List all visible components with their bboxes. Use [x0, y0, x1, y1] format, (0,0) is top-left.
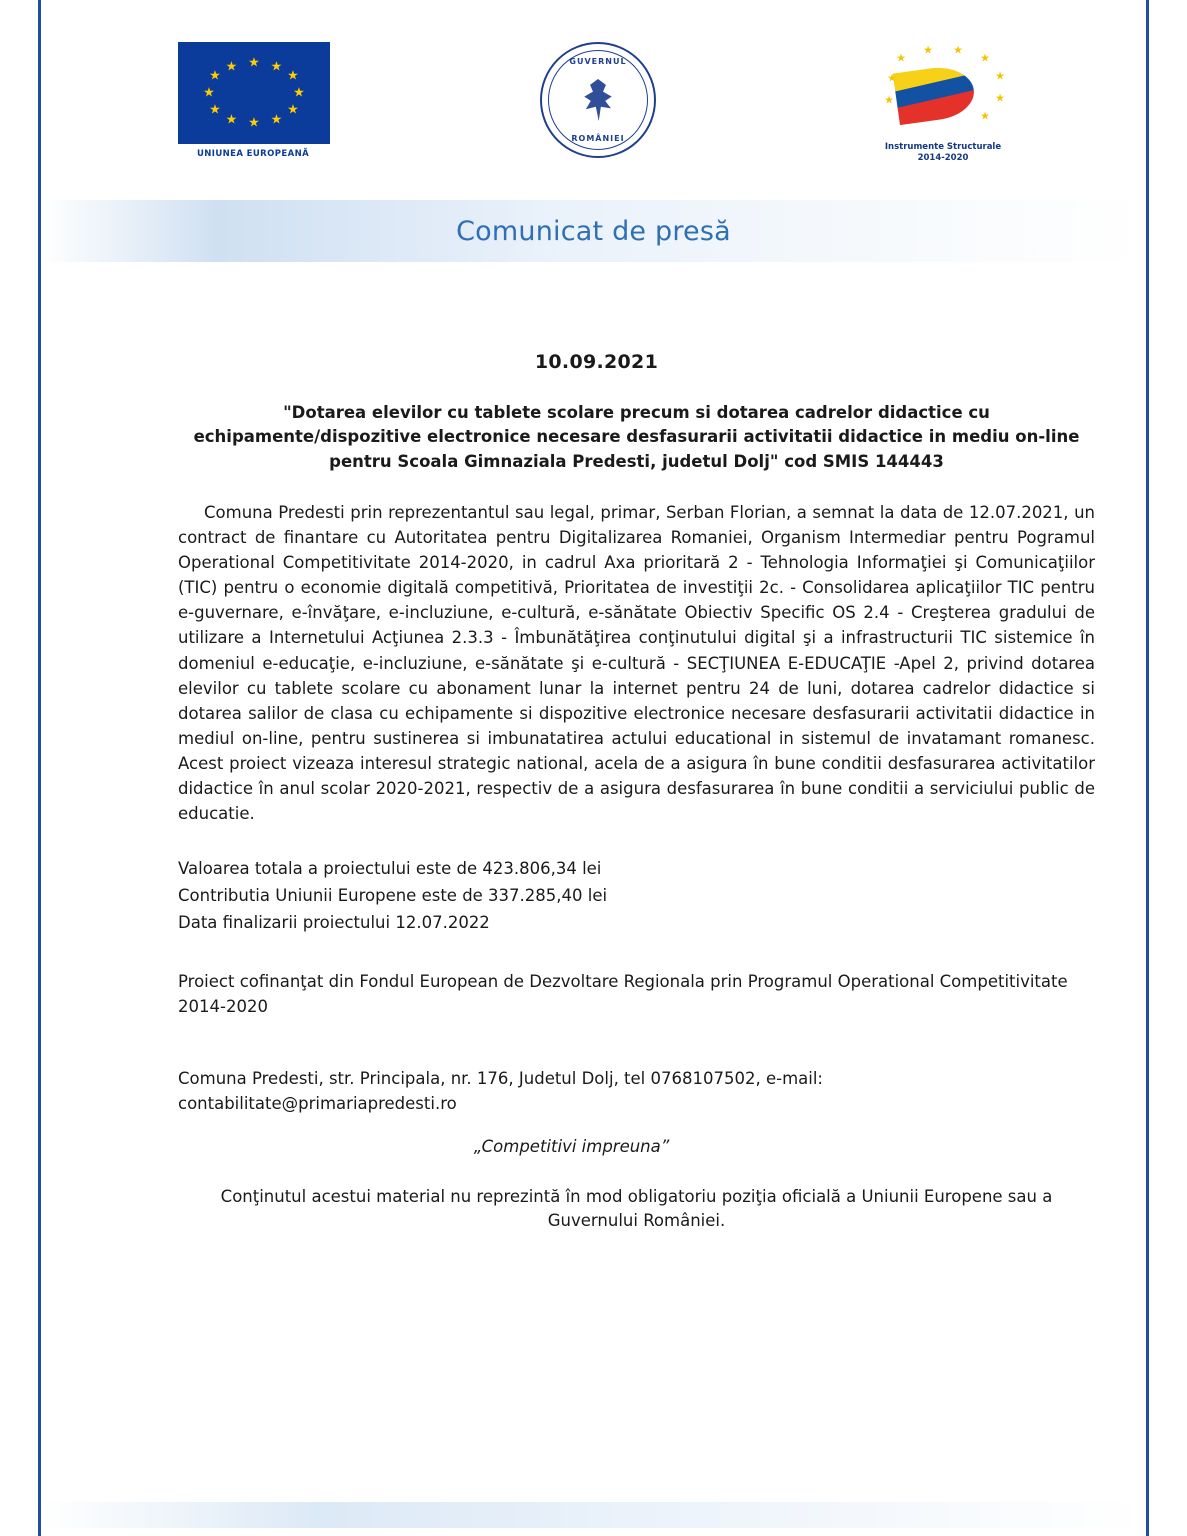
eu-logo: [178, 42, 328, 159]
cofinancing-note: Proiect cofinanţat din Fondul European de Dezvoltare Regionala prin Programul Operational Competitivitate 2014-2020: [178, 972, 1068, 1017]
eu-contribution: Contributia Uniunii Europene este de 337.285,40 lei: [178, 886, 608, 906]
government-logo: [518, 42, 678, 158]
banner-title: Comunicat de presă: [456, 215, 731, 247]
slogan: „Competitivi impreuna”: [473, 1136, 670, 1156]
disclaimer: Conţinutul acestui material nu reprezintă în mod obligatoriu poziţia oficială a Uniunii Europene sau a Guvernului României.: [220, 1186, 1053, 1231]
project-total-value: Valoarea totala a proiectului este de 423.806,34 lei: [178, 859, 602, 879]
document-body: [178, 300, 1095, 1234]
eagle-icon: [580, 79, 616, 121]
logo-row: [60, 42, 1127, 182]
structural-caption-line2: 2014-2020: [917, 152, 969, 163]
press-release-banner: [41, 200, 1146, 262]
seal-top-text: GUVERNUL: [569, 57, 627, 66]
structural-instruments-caption: [853, 142, 1033, 163]
project-figures: [178, 856, 1095, 935]
document-title: "Dotarea elevilor cu tablete scolare precum si dotarea cadrelor didactice cu echipamente/dispozitive electronice necesare desfasurarii activitatii didactice in mediu on-line pentru Scoala Gimnaziala Predesti, judetul Dolj" cod SMIS 144443: [193, 402, 1080, 471]
main-paragraph: Comuna Predesti prin reprezentantul sau legal, primar, Serban Florian, a semnat la data de 12.07.2021, un contract de finantare cu Autoritatea pentru Digitalizarea Romaniei, Organism Intermediar pentru Pogramul Operational Competitivitate 2014-2020, in cadrul Axa prioritară 2 - Tehnologia Informaţiei şi Comunicaţiilor (TIC) pentru o economie digitală competitivă, Prioritatea de investiţii 2c. - Consolidarea aplicaţiilor TIC pentru e-guvernare, e-învăţare, e-incluziune, e-cultură, e-sănătate Obiectiv Specific OS 2.4 - Creşterea gradului de utilizare a Internetului Acţiunea 2.3.3 - Îmbunătăţirea conţinutului digital şi a infrastructurii TIC sistemice în domeniul e-educaţie, e-incluziune, e-sănătate şi e-cultură - SECŢIUNEA E-EDUCAŢIE -Apel 2, privind dotarea elevilor cu tablete scolare cu abonament lunar la internet pentru 24 de luni, dotarea cadrelor didactice si dotarea salilor de clasa cu echipamente si dispozitive electronice necesare desfasurarii activitatii didactice in mediul on-line, pentru sustinerea si imbunatatirea actului educational in sistemul de invatamant romanesc. Acest proiect vizeaza interesul strategic national, acela de a asigura în bune conditii desfasurarea activitatilor didactice în anul scolar 2020-2021, respectiv de a asigura desfasurarea în bune conditii a serviciului public de educatie.: [178, 503, 1095, 824]
structural-instruments-icon: ★ ★ ★ ★ ★ ★ ★ ★ ★: [868, 42, 1018, 142]
seal-bottom-text: ROMÂNIEI: [571, 134, 625, 143]
document-date: 10.09.2021: [534, 351, 659, 373]
structural-caption-line1: Instrumente Structurale: [884, 142, 1002, 152]
structural-instruments-logo: [853, 42, 1033, 163]
contact-info: Comuna Predesti, str. Principala, nr. 176, Judetul Dolj, tel 0768107502, e-mail: contabilitate@primariapredesti.ro: [178, 1068, 823, 1113]
tricolor-swoosh-shape: [893, 63, 977, 125]
project-end-date: Data finalizarii proiectului 12.07.2022: [178, 913, 490, 933]
right-margin-rule: [1146, 0, 1149, 1536]
eu-flag-icon: ★ ★ ★ ★ ★ ★ ★ ★ ★ ★ ★ ★: [178, 42, 330, 144]
footer-band: [41, 1502, 1146, 1528]
romania-government-seal-icon: [540, 42, 656, 158]
eu-logo-caption: UNIUNEA EUROPEANĂ: [196, 149, 310, 159]
